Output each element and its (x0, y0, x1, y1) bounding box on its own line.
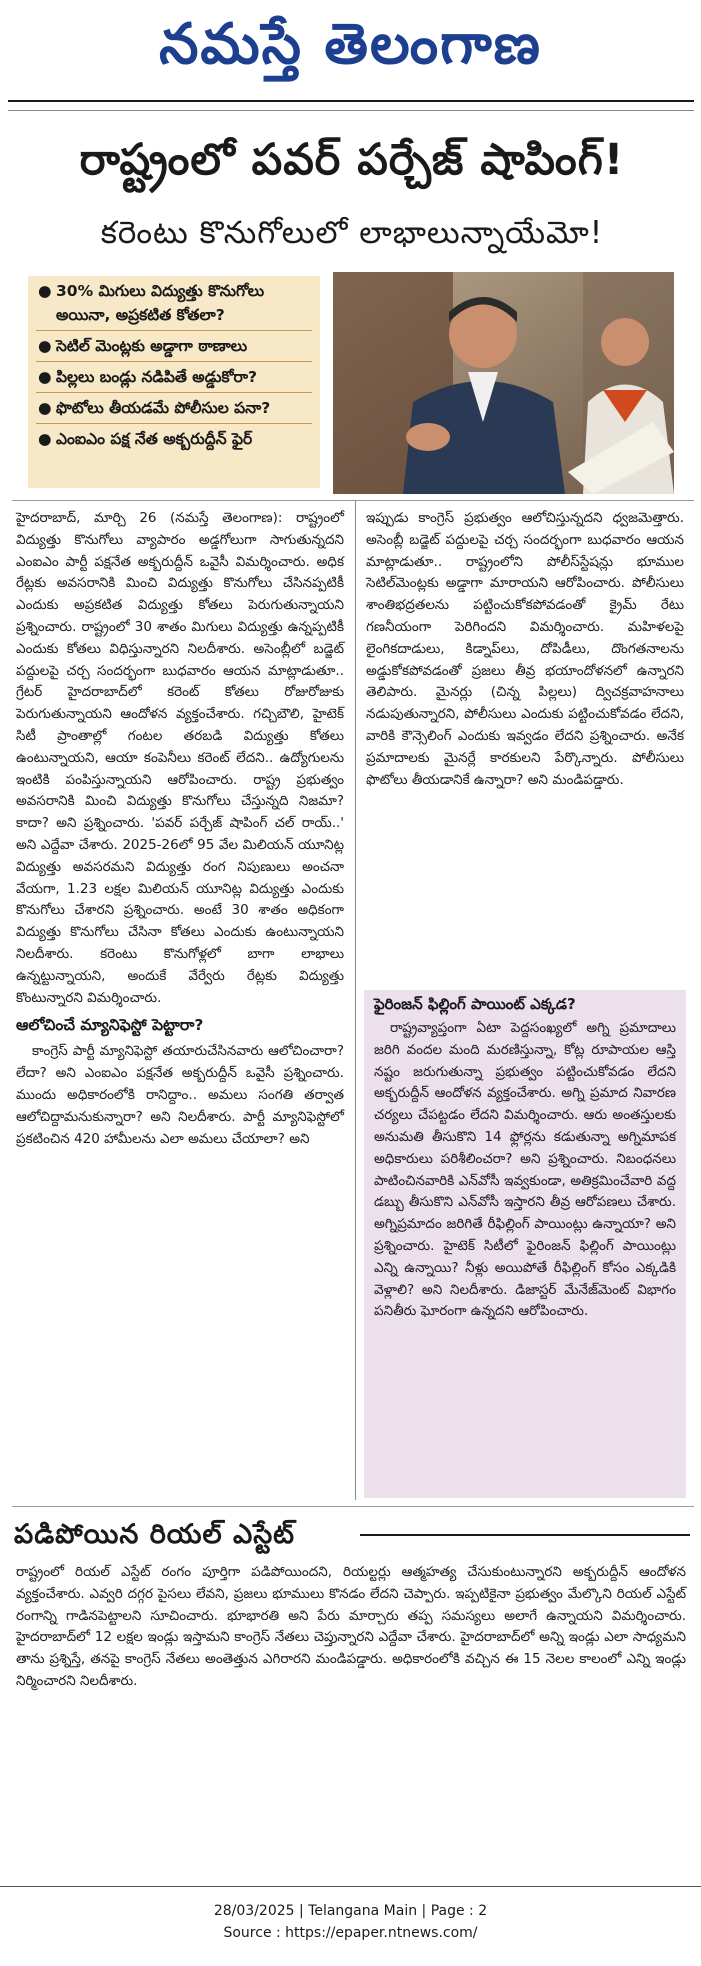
left-column (16, 508, 344, 1150)
article-text: రాష్ట్రంలో రియల్ ఎస్టేట్ రంగం పూర్తిగా పడిపోయిందని, రియల్టర్లు ఆత్మహత్య చేసుకుంటున్నారని అక్బరుద్దీన్ ఆందోళన వ్యక్తంచేశారు. ఎవ్వరి దగ్గర పైసలు లేవని, ప్రజలు భూములు కొనడం లేదని చెప్పారు. ఇప్పటికైనా ప్రభుత్వం మేల్కొని రియల్ ఎస్టేట్ రంగాన్ని గాడినపెట్టాలని సూచించారు. భూభారతి అని పేరు మార్చారు తప్ప సమస్యలు అలాగే ఉన్నాయని విమర్శించారు. హైదరాబాద్‌లో 12 లక్షల ఇండ్లు ఇస్తామని కాంగ్రెస్ నేతలు చెప్తున్నారని ఎద్దేవా చేశారు. హైదరాబాద్‌లో అన్ని ఇండ్లు ఎలా సాధ్యమని తాను ప్రశ్నిస్తే, తనపై కాంగ్రెస్ నేతలు అంతెత్తున ఎగిరారని మండిపడ్డారు. అధికారంలోకి వచ్చిన ఈ 15 నెలల కాలంలో ఎన్ని ఇండ్లు నిర్మించారని నిలదీశారు. (16, 1564, 686, 1689)
article-text: హైదరాబాద్, మార్చి 26 (నమస్తే తెలంగాణ): రాష్ట్రంలో విద్యుత్తు కొనుగోలు వ్యాపారం అడ్డగోలుగా సాగుతున్నదని ఎంఐఎం పార్టీ పక్షనేత అక్బరుద్దీన్ ఒవైసీ విమర్శించారు. అధిక రేట్లకు అవసరానికి మించి విద్యుత్తు కొనుగోలు చేసినప్పటికీ ఎందుకు అప్రకటిత విద్యుత్తు కోతలు పెరుగుతున్నాయని ప్రశ్నించారు. రాష్ట్రంలో 30 శాతం మిగులు విద్యుత్తు ఉన్నప్పటికీ ఎందుకు కోతలు విధిస్తున్నారని నిలదీశారు. అసెంబ్లీలో బడ్జెట్ పద్దులపై చర్చ సందర్భంగా బుధవారం ఆయన మాట్లాడుతూ.. గ్రేటర్ హైదరాబాద్‌లో కరెంట్ కోతలు రోజురోజుకు పెరుగుతున్నాయని ఆందోళన వ్యక్తంచేశారు. గచ్చిబౌలి, హైటెక్ సిటీ ప్రాంతాల్లో గంటల తరబడి విద్యుత్తు కోతలు ఉంటున్నాయని, ఆయా కంపెనీలు కరెంట్ లేదని.. ఉద్యోగులను ఇంటికి పంపిస్తున్నాయని ఆరోపించారు. రాష్ట్ర ప్రభుత్వం అవసరానికి మించి విద్యుత్తు కొనుగోలు చేస్తున్నది నిజమా? కాదా? అని ప్రశ్నించారు. 'పవర్ పర్చేజ్ షాపింగ్ చల్ రాయ్..' అని ఎద్దేవా చేశారు. 2025-26లో 95 వేల మిలియన్ యూనిట్ల విద్యుత్తు అవసరమని విద్యుత్తు రంగ నిపుణులు అంచనా వేయగా, 1.23 లక్షల మిలియన్ యూనిట్ల విద్యుత్తు ఎందుకు కొనుగోలు చేశారని ప్రశ్నించారు. అంటే 30 శాతం అధికంగా విద్యుత్తు కొనుగోలు చేసినా కోతలు ఎందుకు ఉంటున్నాయని నిలదీశారు. కరెంటు కొనుగోళ్లలో బాగా లాభాలు ఉన్నట్టున్నాయని, అందుకే వేర్వేరు రేట్లకు విద్యుత్తు కొంటున్నారని విమర్శించారు. (16, 510, 345, 1006)
masthead (0, 0, 701, 88)
article-text: రాష్ట్రవ్యాప్తంగా ఏటా పెద్దసంఖ్యలో అగ్ని ప్రమాదాలు జరిగి వందల మంది మరణిస్తున్నా, కోట్ల రూపాయల ఆస్తి నష్టం జరుగుతున్నా ప్రభుత్వం పట్టించుకోవడం లేదని అక్బరుద్దీన్ ఆందోళన వ్యక్తంచేశారు. అగ్ని ప్రమాద నివారణ చర్యలు చేపట్టడం లేదని విమర్శించారు. ఆరు అంతస్తులకు అనుమతి తీసుకొని 14 ఫ్లోర్లను కడుతున్నా అగ్నిమాపక అధికారులు పరిశీలించరా? అని ప్రశ్నించారు. నిబంధనలు పాటించినవారికి ఎన్‌వోసీ ఇవ్వకుండా, అతిక్రమించేవారి వద్ద డబ్బు తీసుకొని ఎన్‌వోసీ ఇస్తారని తీవ్ర ఆరోపణలు చేశారు. అగ్నిప్రమాదం జరిగితే రీఫిల్లింగ్ పాయింట్లు ఉన్నాయా? అని ప్రశ్నించారు. హైటెక్ సిటీలో ఫైరింజన్ ఫిల్లింగ్ పాయింట్లు ఎన్ని ఉన్నాయి? నీళ్లు అయిపోతే రీఫిల్లింగ్ కోసం ఎక్కడికి వెళ్లాలి? అని నిలదీశారు. డిజాస్టర్ మేనేజ్‌మెంట్ విభాగం పనితీరు ఘోరంగా ఉన్నదని ఆరోపించారు. (374, 1020, 676, 1320)
highlight-item: ● సెటిల్ మెంట్లకు అడ్డాగా ఠాణాలు (28, 331, 320, 361)
article-text: ఇప్పుడు కాంగ్రెస్ ప్రభుత్వం ఆలోచిస్తున్నదని ధ్వజమెత్తారు. అసెంబ్లీ బడ్జెట్ పద్దులపై చర్చ సందర్భంగా బుధవారం ఆయన మాట్లాడుతూ.. రాష్ట్రంలోని పోలీస్‌స్టేషన్లు భూముల సెటిల్‌మెంట్లకు అడ్డాగా మారాయని ఆరోపించారు. పోలీసులు శాంతిభద్రతలను పట్టించుకోకపోవడంతో క్రైమ్ రేటు గణనీయంగా పెరిగిందని విమర్శించారు. మహిళలపై లైంగికదాడులు, కిడ్నాప్‌లు, దోపిడీలు, దొంగతనాలను అడ్డుకోకపోవడంతో ప్రజలు తీవ్ర భయాందోళనలో ఉన్నారని తెలిపారు. మైనర్లు (చిన్న పిల్లలు) ద్విచక్రవాహనాలు నడుపుతున్నారని, పోలీసులు ఎందుకు పట్టించుకోవడం లేదని, వారికి కౌన్సెలింగ్ ఎందుకు ఇవ్వడం లేదని ప్రశ్నించారు. అనేక ప్రమాదాలకు మైనర్లే కారకులని పేర్కొన్నారు. పోలీసులు ఫొటోలు తీయడానికే ఉన్నారా? అని మండిపడ్డారు. (366, 510, 684, 788)
highlight-item: ● ఫొటోలు తీయడమే పోలీసుల పనా? (28, 393, 320, 423)
newspaper-title: నమస్తే తెలంగాణ (159, 11, 542, 77)
bullet-icon: ● (38, 282, 52, 300)
bullet-icon: ● (38, 337, 52, 355)
highlight-item: ● 30% మిగులు విద్యుత్తు కొనుగోలు అయినా, అప్రకటిత కోతలా? (28, 276, 320, 330)
section-heading: పడిపోయిన రియల్ ఎస్టేట్ (14, 1519, 296, 1550)
bullet-icon: ● (38, 399, 52, 417)
highlight-item: ● పిల్లలు బండ్లు నడిపితే అడ్డుకోరా? (28, 362, 320, 392)
bullet-icon: ● (38, 430, 52, 448)
speaker-photo (333, 272, 674, 494)
footer-rule (0, 1886, 701, 1887)
footer-source: Source : https://epaper.ntnews.com/ (223, 1925, 478, 1941)
top-rule (8, 100, 694, 102)
footer (0, 1900, 701, 1944)
subheadline: కరెంటు కొనుగోలులో లాభాలున్నాయేమో! (100, 215, 604, 251)
top-rule-thin (8, 110, 694, 111)
section-rule (12, 1506, 694, 1507)
section-heading: ఫైరింజన్ ఫిల్లింగ్ పాయింట్ ఎక్కడ? (374, 995, 576, 1013)
real-estate-text (16, 1562, 686, 1693)
fire-engine-box (364, 990, 686, 1498)
dateline: హైదరాబాద్, మార్చి 26 (నమస్తే తెలంగాణ): (16, 510, 283, 526)
speaker-photo-illustration (333, 272, 674, 494)
right-column (366, 508, 684, 791)
article-text: కాంగ్రెస్ పార్టీ మ్యానిఫెస్టో తయారుచేసినవారు ఆలోచించారా? లేదా? అని ఎంఐఎం పక్షనేత అక్బరుద్దీన్ ఒవైసీ ప్రశ్నించారు. ముందు అధికారంలోకి రానిద్దాం.. అమలు సంగతి తర్వాత ఆలోచిద్దామనుకున్నారా? అని నిలదీశారు. పార్టీ మ్యానిఫెస్టోలో ప్రకటించిన 420 హామీలను ఎలా అమలు చేయాలా? అని (16, 1043, 344, 1147)
highlights-box (28, 276, 320, 488)
bullet-icon: ● (38, 368, 52, 386)
footer-edition: 28/03/2025 | Telangana Main | Page : 2 (213, 1903, 488, 1919)
section-rule (12, 500, 694, 501)
section-heading: ఆలోచించే మ్యానిఫెస్టో పెట్టారా? (16, 1016, 204, 1035)
highlight-item: ● ఎంఐఎం పక్ష నేత అక్బరుద్దీన్ ఫైర్ (28, 424, 320, 454)
column-divider (355, 500, 356, 1500)
headline: రాష్ట్రంలో పవర్ పర్చేజ్ షాపింగ్! (79, 135, 625, 185)
heading-rule (360, 1534, 690, 1536)
